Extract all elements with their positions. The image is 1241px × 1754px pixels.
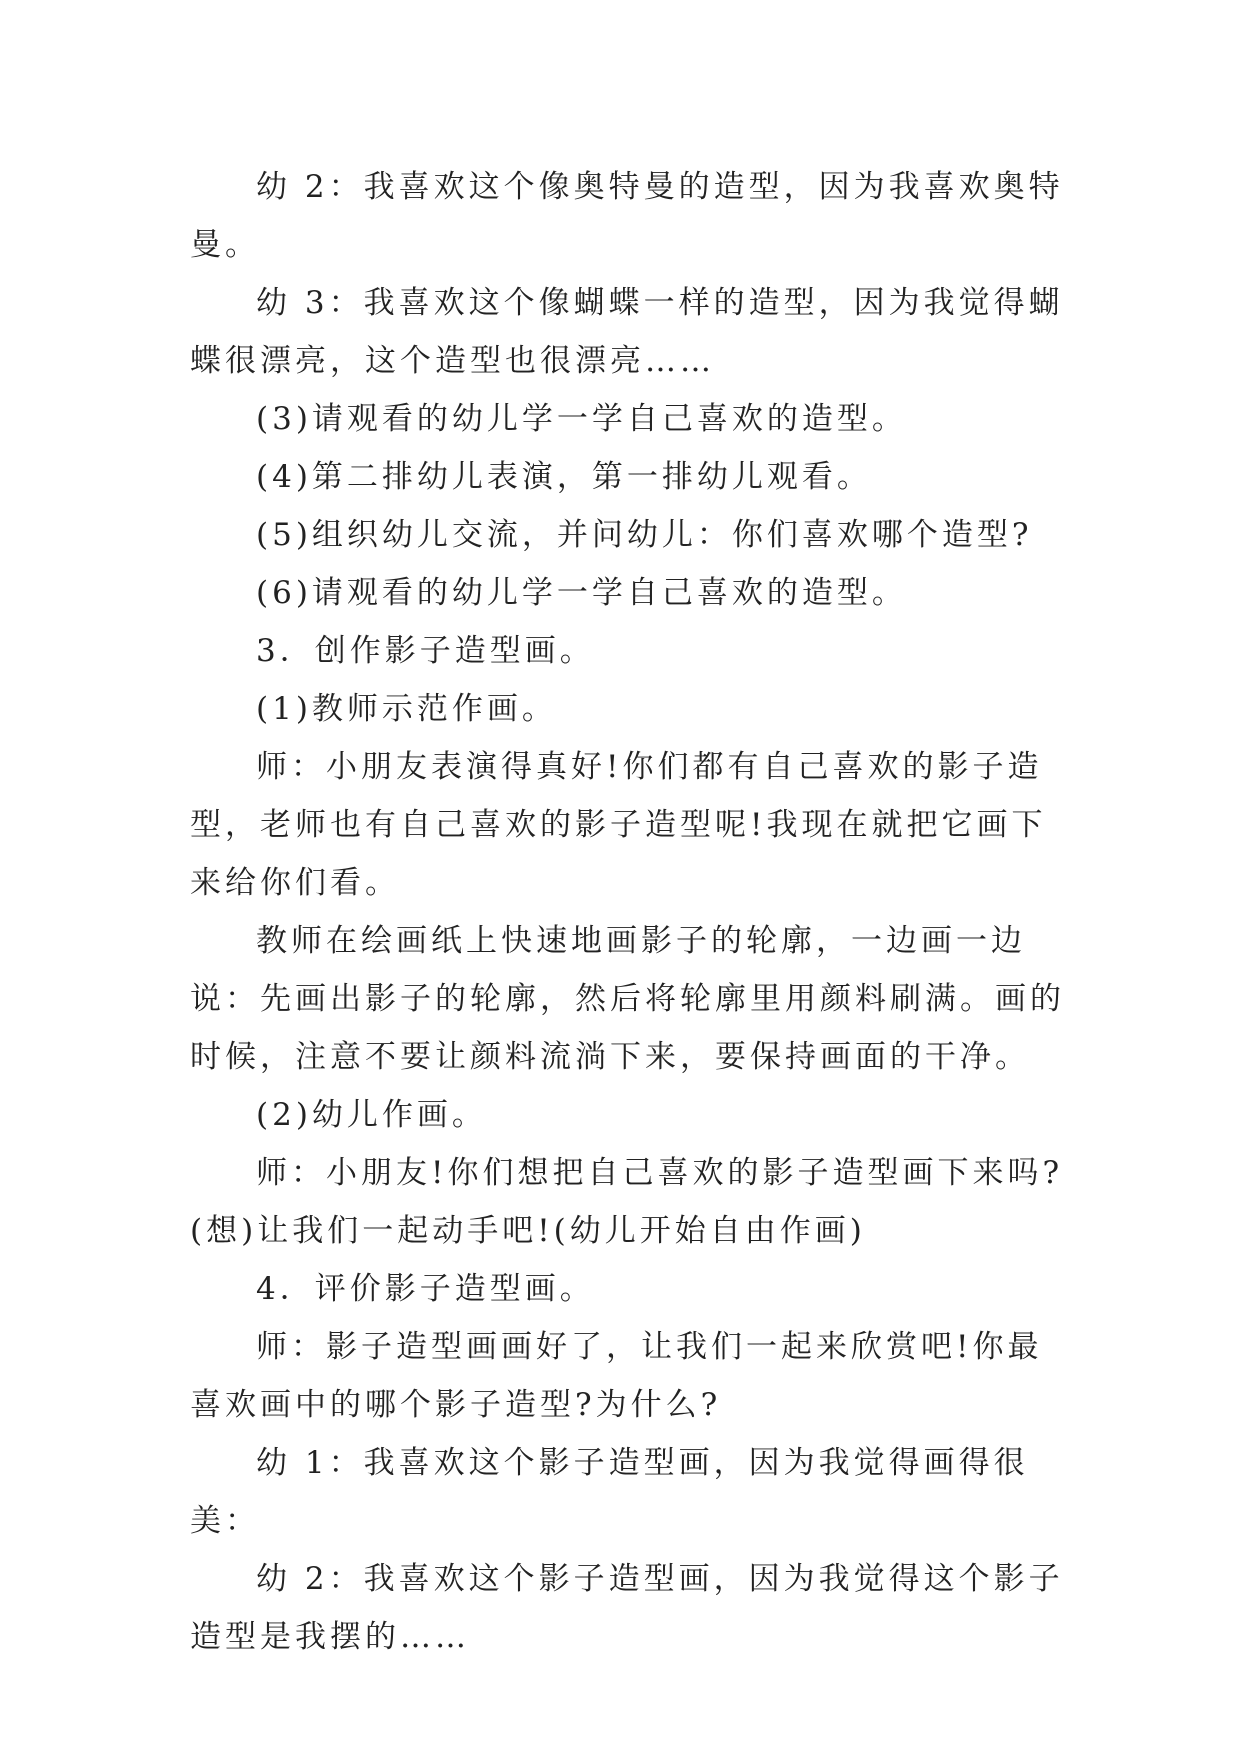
paragraph: 教师在绘画纸上快速地画影子的轮廓，一边画一边说：先画出影子的轮廓，然后将轮廓里用颜料刷满。画的时候，注意不要让颜料流淌下来，要保持画面的干净。 [190,923,1065,1075]
paragraph: (6)请观看的幼儿学一学自己喜欢的造型。 [256,575,907,611]
paragraph: 师：小朋友!你们想把自己喜欢的影子造型画下来吗?(想)让我们一起动手吧!(幼儿开始自由作画) [190,1155,1064,1249]
paragraph: 幼 3：我喜欢这个像蝴蝶一样的造型，因为我觉得蝴蝶很漂亮，这个造型也很漂亮…… [190,285,1064,379]
paragraph: 幼 2：我喜欢这个影子造型画，因为我觉得这个影子造型是我摆的…… [190,1561,1064,1655]
paragraph: 幼 1：我喜欢这个影子造型画，因为我觉得画得很美： [190,1445,1029,1539]
document-body [190,158,1070,1666]
section-heading: 3．创作影子造型画。 [256,633,595,669]
paragraph: (2)幼儿作画。 [256,1097,487,1133]
paragraph: (3)请观看的幼儿学一学自己喜欢的造型。 [256,401,907,437]
paragraph: 师：影子造型画画好了，让我们一起来欣赏吧!你最喜欢画中的哪个影子造型?为什么? [190,1329,1043,1423]
paragraph: 幼 2：我喜欢这个像奥特曼的造型，因为我喜欢奥特曼。 [190,169,1064,263]
section-heading: 4．评价影子造型画。 [256,1271,595,1307]
paragraph: (4)第二排幼儿表演，第一排幼儿观看。 [256,459,872,495]
paragraph: (1)教师示范作画。 [256,691,557,727]
paragraph: 师：小朋友表演得真好!你们都有自己喜欢的影子造型，老师也有自己喜欢的影子造型呢!我现在就把它画下来给你们看。 [190,749,1047,901]
paragraph: (5)组织幼儿交流，并问幼儿：你们喜欢哪个造型? [256,517,1033,553]
